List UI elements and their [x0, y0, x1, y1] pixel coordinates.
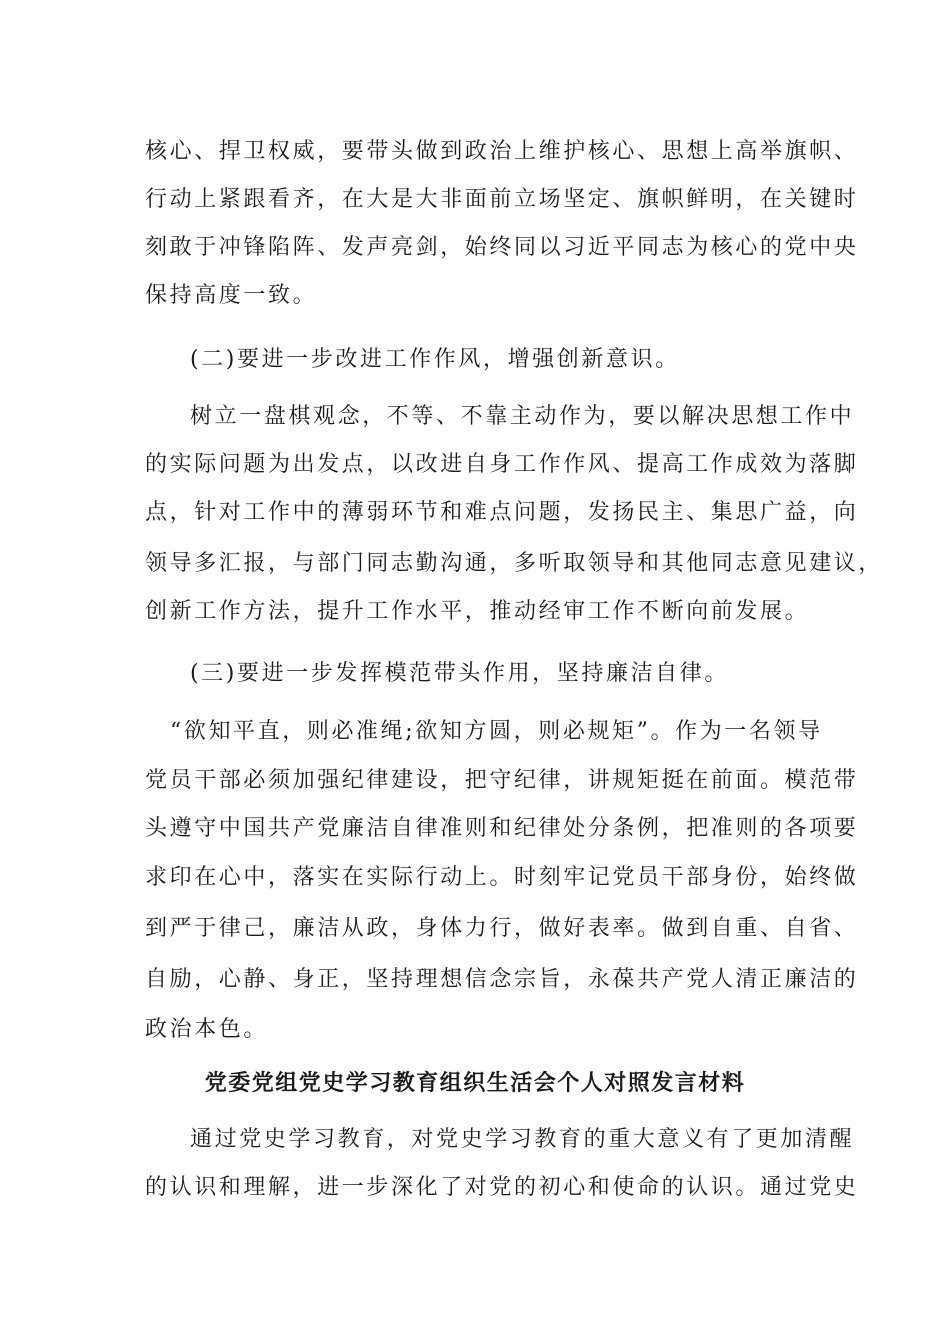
- section-heading: (三)要进一步发挥模范带头作用，坚持廉洁自律。: [190, 661, 729, 686]
- paragraph-line: 树立一盘棋观念，不等、不靠主动作为，要以解决思想工作中: [190, 404, 855, 429]
- document-title: 党委党组党史学习教育组织生活会个人对照发言材料: [204, 1070, 746, 1096]
- section-heading: (二)要进一步改进工作作风，增强创新意识。: [190, 347, 680, 372]
- paragraph-line: 政治本色。: [145, 1017, 269, 1042]
- paragraph-line: 创新工作方法，提升工作水平，推动经审工作不断向前发展。: [145, 599, 810, 624]
- paragraph-line: 的认识和理解，进一步深化了对党的初心和使命的认识。通过党史: [145, 1175, 859, 1200]
- paragraph-line: 头遵守中国共产党廉洁自律准则和纪律处分条例，把准则的各项要: [145, 816, 859, 841]
- paragraph-line: 行动上紧跟看齐，在大是大非面前立场坚定、旗帜鲜明，在关键时: [145, 187, 859, 212]
- paragraph-line: “欲知平直，则必准绳;欲知方圆，则必规矩”。作为一名领导: [170, 719, 823, 744]
- paragraph-line: 核心、捍卫权威，要带头做到政治上维护核心、思想上高举旗帜、: [145, 139, 859, 164]
- paragraph-line: 的实际问题为出发点，以改进自身工作作风、提高工作成效为落脚: [145, 452, 859, 477]
- paragraph-line: 点，针对工作中的薄弱环节和难点问题，发扬民主、集思广益，向: [145, 500, 859, 525]
- paragraph-line: 保持高度一致。: [145, 283, 318, 308]
- paragraph-line: 通过党史学习教育，对党史学习教育的重大意义有了更加清醒: [190, 1127, 855, 1152]
- paragraph-line: 求印在心中，落实在实际行动上。时刻牢记党员干部身份，始终做: [145, 865, 859, 890]
- paragraph-line: 自励，心静、身正，坚持理想信念宗旨，永葆共产党人清正廉洁的: [145, 967, 859, 992]
- paragraph-line: 党员干部必须加强纪律建设，把守纪律，讲规矩挺在前面。模范带: [145, 768, 859, 793]
- paragraph-line: 到严于律己，廉洁从政，身体力行，做好表率。做到自重、自省、: [145, 916, 859, 941]
- paragraph-line: 刻敢于冲锋陷阵、发声亮剑，始终同以习近平同志为核心的党中央: [145, 235, 859, 260]
- paragraph-line: 领导多汇报，与部门同志勤沟通，多听取领导和其他同志意见建议，: [145, 551, 884, 576]
